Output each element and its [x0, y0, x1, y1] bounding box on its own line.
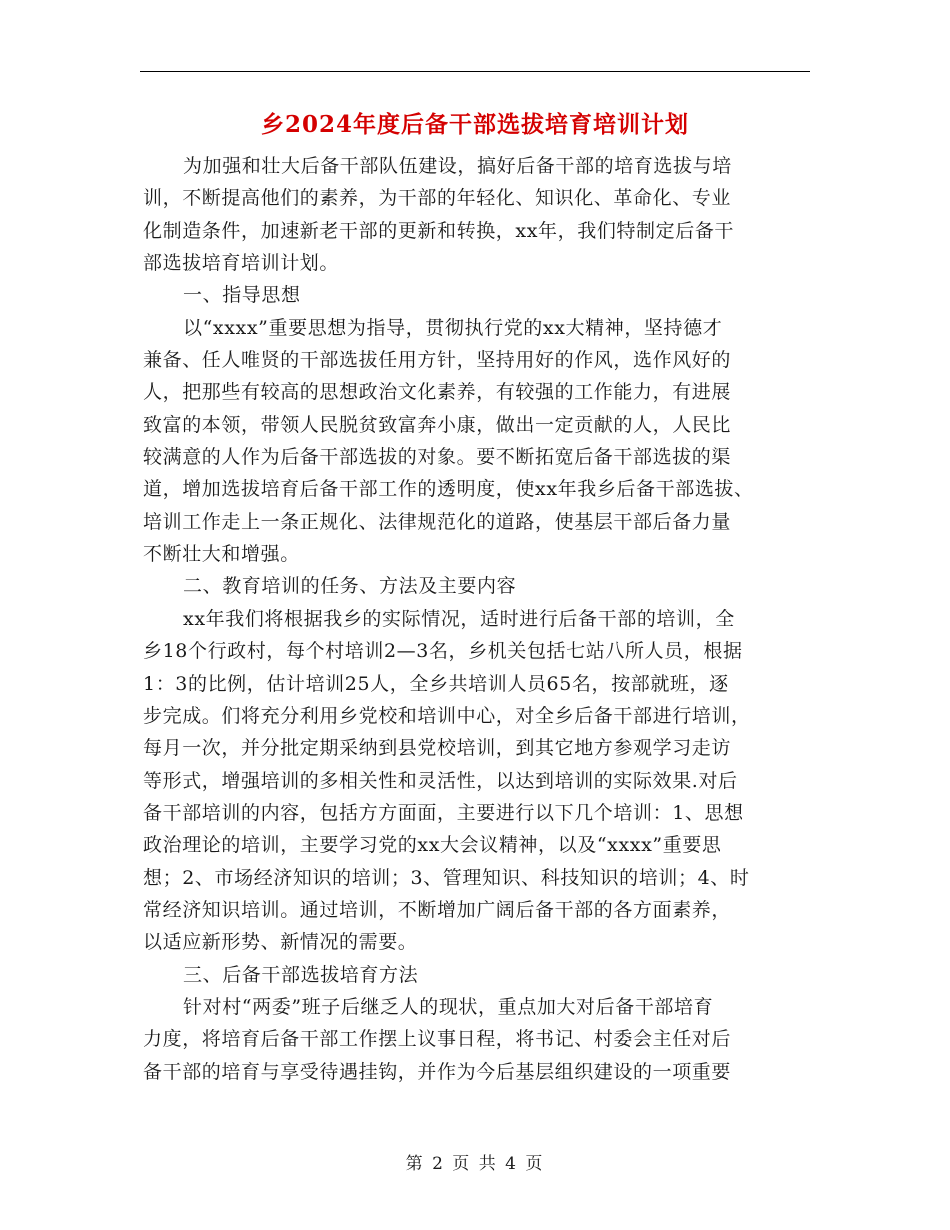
text-line: 化制造条件，加速新老干部的更新和转换，xx年，我们特制定后备干 [143, 219, 735, 242]
text-line: xx年我们将根据我乡的实际情况，适时进行后备干部的培训，全 [183, 607, 735, 630]
text-line: 训，不断提高他们的素养，为干部的年轻化、知识化、革命化、专业 [143, 187, 732, 210]
text-line: 步完成。们将充分利用乡党校和培训中心，对全乡后备干部进行培训， [143, 704, 751, 727]
text-line: 不断壮大和增强。 [143, 543, 300, 566]
text-line: 每月一次，并分批定期采纳到县党校培训，到其它地方参观学习走访 [143, 737, 732, 760]
page-footer: 第 2 页 共 4 页 [405, 1154, 545, 1174]
text-line: 兼备、任人唯贤的干部选拔任用方针，坚持用好的作风，选作风好的 [143, 349, 732, 372]
text-line: 力度，将培育后备干部工作摆上议事日程，将书记、村委会主任对后 [143, 1028, 732, 1051]
text-line: 三、后备干部选拔培育方法 [183, 963, 419, 986]
text-line: 想；2、市场经济知识的培训；3、管理知识、科技知识的培训；4、时 [143, 866, 750, 889]
text-line: 以“xxxx”重要思想为指导，贯彻执行党的xx大精神，坚持德才 [183, 316, 723, 339]
text-line: 致富的本领，带领人民脱贫致富奔小康，做出一定贡献的人，人民比 [143, 413, 732, 436]
text-line: 培训工作走上一条正规化、法律规范化的道路，使基层干部后备力量 [143, 510, 732, 533]
text-line: 人，把那些有较高的思想政治文化素养，有较强的工作能力，有进展 [143, 381, 732, 404]
text-line: 乡18个行政村，每个村培训2—3名，乡机关包括七站八所人员，根据 [143, 640, 743, 663]
header-rule [140, 71, 810, 72]
text-line: 1：3的比例，估计培训25人，全乡共培训人员65名，按部就班，逐 [143, 672, 729, 695]
text-line: 常经济知识培训。通过培训，不断增加广阔后备干部的各方面素养， [143, 898, 732, 921]
text-line: 较满意的人作为后备干部选拔的对象。要不断拓宽后备干部选拔的渠 [143, 446, 732, 469]
document-title: 乡2024年度后备干部选拔培育培训计划 [260, 111, 689, 138]
text-line: 道，增加选拔培育后备干部工作的透明度，使xx年我乡后备干部选拔、 [143, 478, 754, 501]
document-body [143, 150, 808, 1088]
text-line: 政治理论的培训，主要学习党的xx大会议精神，以及“xxxx”重要思 [143, 834, 722, 857]
text-line: 为加强和壮大后备干部队伍建设，搞好后备干部的培育选拔与培 [183, 155, 732, 177]
text-line: 针对村“两委”班子后继乏人的现状，重点加大对后备干部培育 [183, 995, 714, 1018]
text-line: 二、教育培训的任务、方法及主要内容 [183, 575, 517, 598]
text-line: 部选拔培育培训计划。 [143, 252, 340, 275]
text-line: 等形式，增强培训的多相关性和灵活性，以达到培训的实际效果.对后 [143, 769, 738, 792]
text-line: 备干部的培育与享受待遇挂钩，并作为今后基层组织建设的一项重要 [143, 1060, 732, 1083]
text-line: 以适应新形势、新情况的需要。 [143, 931, 418, 954]
text-line: 一、指导思想 [183, 284, 301, 307]
text-line: 备干部培训的内容，包括方方面面，主要进行以下几个培训：1、思想 [143, 801, 744, 824]
